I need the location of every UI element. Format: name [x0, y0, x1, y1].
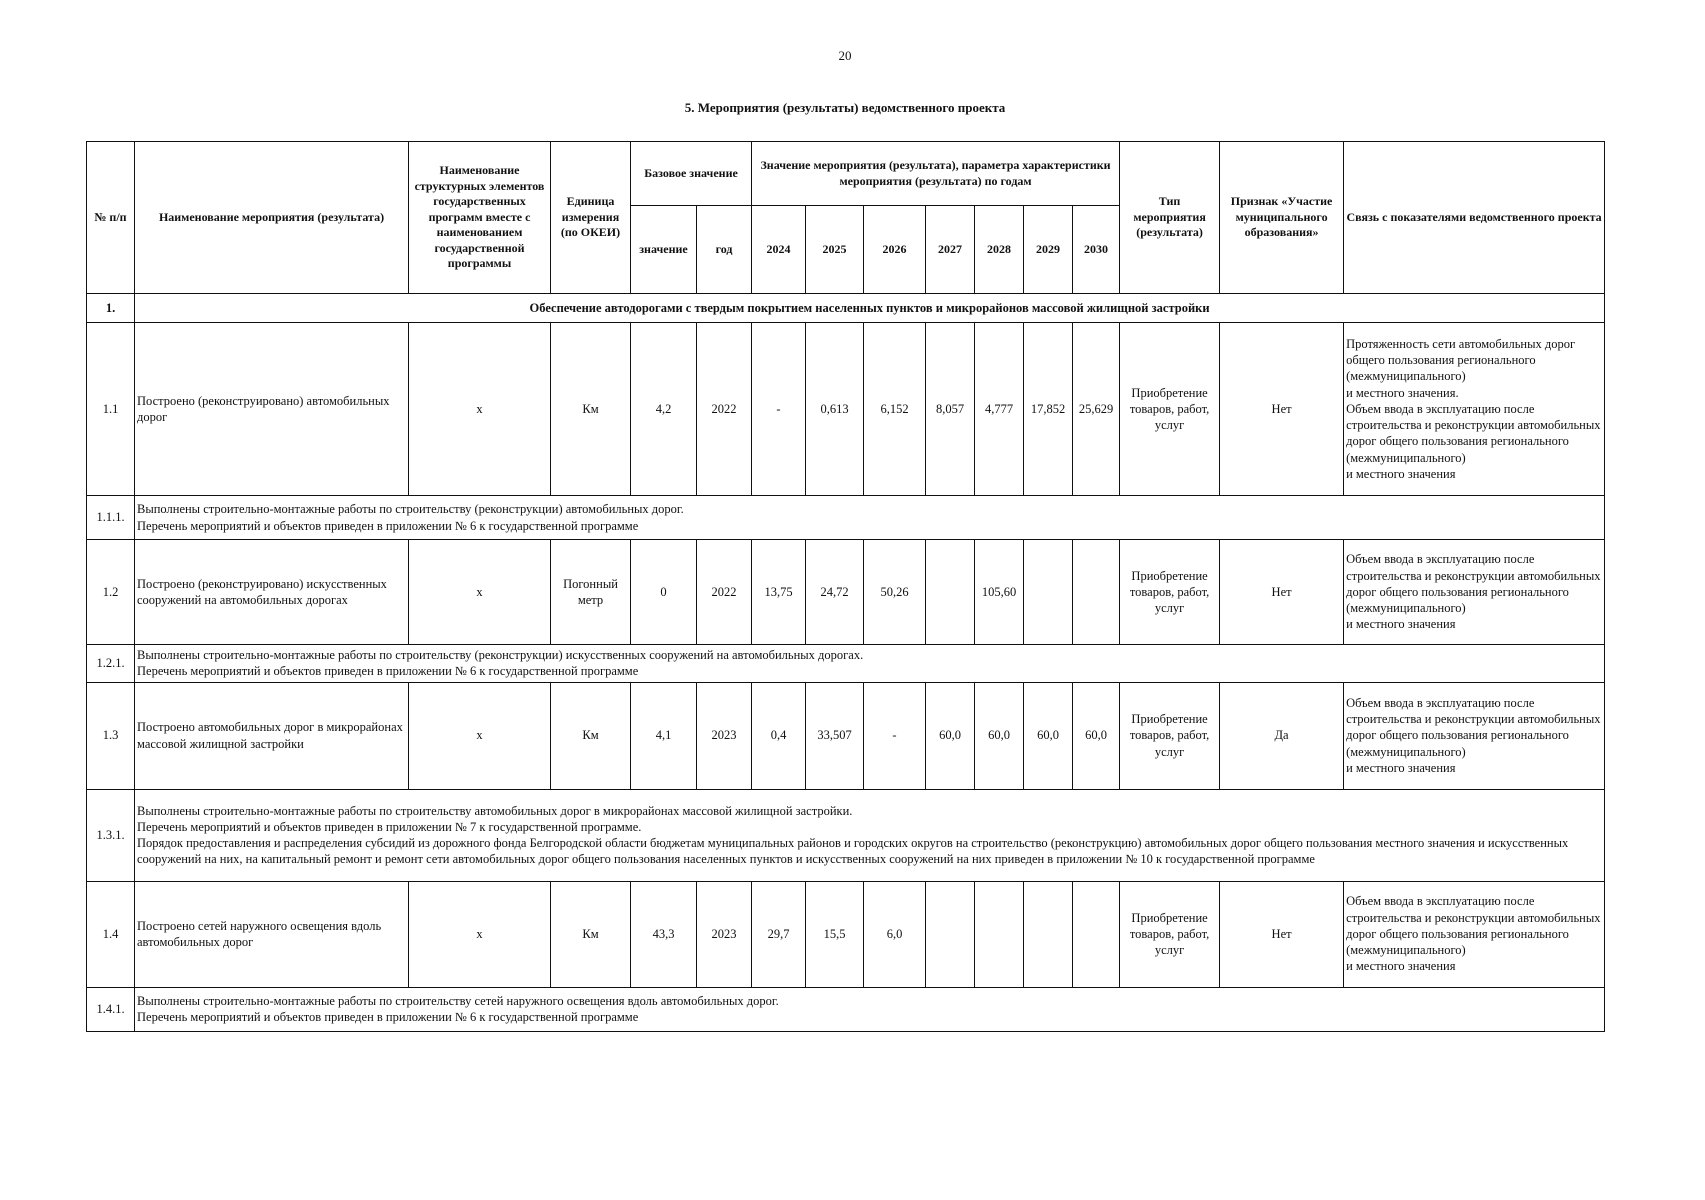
note-line: Перечень мероприятий и объектов приведен в приложении № 7 к государственной программе.: [137, 819, 642, 834]
row-value-2030: [1073, 881, 1120, 987]
row-value-2027: [926, 881, 975, 987]
row-value-2030: [1073, 540, 1120, 645]
row-link: [1344, 323, 1605, 496]
row-value-2024: 29,7: [752, 881, 806, 987]
row-municipal: Нет: [1220, 881, 1344, 987]
header-unit: Единица измерения (по ОКЕИ): [551, 142, 631, 294]
header-base-year: год: [697, 206, 752, 294]
row-num: 1.3: [87, 682, 135, 789]
note-line: Перечень мероприятий и объектов приведен в приложении № 6 к государственной программе: [137, 518, 639, 533]
header-year: 2027: [926, 206, 975, 294]
row-value-2028: [975, 881, 1024, 987]
note-row: [87, 987, 1605, 1031]
note-line: Выполнены строительно-монтажные работы по строительству сетей наружного освещения вдоль автомобильных дорог.: [137, 993, 779, 1008]
header-values-by-year: Значение мероприятия (результата), параметра характеристики мероприятия (результата) по годам: [752, 142, 1120, 206]
link-line: и местного значения: [1346, 959, 1456, 974]
header-num: № п/п: [87, 142, 135, 294]
row-value-2025: 33,507: [806, 682, 864, 789]
link-line: Объем ввода в эксплуатацию после строительства и реконструкции автомобильных дорог общего пользования регионального (межмуниципального): [1346, 695, 1601, 759]
row-base-value: 0: [631, 540, 697, 645]
row-value-2027: 60,0: [926, 682, 975, 789]
row-value-2027: 8,057: [926, 323, 975, 496]
row-unit: Км: [551, 682, 631, 789]
document-title: 5. Мероприятия (результаты) ведомственного проекта: [684, 100, 1006, 115]
row-value-2026: -: [864, 682, 926, 789]
row-base-year: 2022: [697, 323, 752, 496]
header-year: 2026: [864, 206, 926, 294]
table-row: [87, 323, 1605, 496]
row-value-2025: 24,72: [806, 540, 864, 645]
header-year: 2024: [752, 206, 806, 294]
row-value-2029: 60,0: [1024, 682, 1073, 789]
header-base: Базовое значение: [631, 142, 752, 206]
row-structural: х: [409, 540, 551, 645]
table-row: [87, 540, 1605, 645]
table-row: [87, 682, 1605, 789]
row-type: Приобретение товаров, работ, услуг: [1120, 881, 1220, 987]
row-structural: х: [409, 323, 551, 496]
link-line: Объем ввода в эксплуатацию после строительства и реконструкции автомобильных дорог общего пользования регионального (межмуниципального): [1346, 401, 1601, 465]
note-row: [87, 496, 1605, 540]
row-link: [1344, 881, 1605, 987]
row-link: [1344, 682, 1605, 789]
row-num: 1.4: [87, 881, 135, 987]
row-num: 1.2: [87, 540, 135, 645]
row-value-2028: 60,0: [975, 682, 1024, 789]
row-type: Приобретение товаров, работ, услуг: [1120, 323, 1220, 496]
header-municipal: Признак «Участие муниципального образования»: [1220, 142, 1344, 294]
row-value-2025: 15,5: [806, 881, 864, 987]
row-base-year: 2022: [697, 540, 752, 645]
note-num: 1.4.1.: [87, 987, 135, 1031]
row-type: Приобретение товаров, работ, услуг: [1120, 540, 1220, 645]
link-line: Объем ввода в эксплуатацию после строительства и реконструкции автомобильных дорог общего пользования регионального (межмуниципального): [1346, 894, 1601, 958]
row-value-2030: 60,0: [1073, 682, 1120, 789]
row-municipal: Да: [1220, 682, 1344, 789]
note-line: Перечень мероприятий и объектов приведен в приложении № 6 к государственной программе: [137, 664, 639, 679]
row-municipal: Нет: [1220, 323, 1344, 496]
note-text: [135, 789, 1605, 881]
row-value-2025: 0,613: [806, 323, 864, 496]
header-structural: Наименование структурных элементов государственных программ вместе с наименованием государственной программы: [409, 142, 551, 294]
row-structural: х: [409, 682, 551, 789]
results-table: [86, 141, 1605, 1032]
section-title: Обеспечение автодорогами с твердым покрытием населенных пунктов и микрорайонов массовой жилищной застройки: [135, 294, 1605, 323]
link-line: и местного значения: [1346, 760, 1456, 775]
header-year: 2028: [975, 206, 1024, 294]
note-line: Выполнены строительно-монтажные работы по строительству (реконструкции) искусственных сооружений на автомобильных дорогах.: [137, 648, 864, 662]
table-row: [87, 881, 1605, 987]
page-number: 20: [838, 48, 852, 63]
note-text: [135, 496, 1605, 540]
row-unit: Км: [551, 323, 631, 496]
header-name: Наименование мероприятия (результата): [135, 142, 409, 294]
row-structural: х: [409, 881, 551, 987]
row-unit: Км: [551, 881, 631, 987]
note-num: 1.1.1.: [87, 496, 135, 540]
row-municipal: Нет: [1220, 540, 1344, 645]
section-num: 1.: [87, 294, 135, 323]
note-row: [87, 789, 1605, 881]
link-line: и местного значения: [1346, 466, 1456, 481]
note-row: [87, 645, 1605, 683]
note-text: [135, 987, 1605, 1031]
link-line: Объем ввода в эксплуатацию после строительства и реконструкции автомобильных дорог общего пользования регионального (межмуниципального): [1346, 552, 1601, 616]
header-year: 2029: [1024, 206, 1073, 294]
note-line: Выполнены строительно-монтажные работы по строительству (реконструкции) автомобильных дорог.: [137, 502, 684, 517]
row-base-year: 2023: [697, 881, 752, 987]
row-name: Построено (реконструировано) автомобильных дорог: [135, 323, 409, 496]
row-name: Построено (реконструировано) искусственных сооружений на автомобильных дорогах: [135, 540, 409, 645]
row-name: Построено автомобильных дорог в микрорайонах массовой жилищной застройки: [135, 682, 409, 789]
row-value-2029: [1024, 540, 1073, 645]
row-unit: Погонный метр: [551, 540, 631, 645]
row-value-2024: -: [752, 323, 806, 496]
note-num: 1.2.1.: [87, 645, 135, 683]
row-value-2029: [1024, 881, 1073, 987]
link-line: и местного значения: [1346, 617, 1456, 632]
row-value-2026: 6,0: [864, 881, 926, 987]
row-num: 1.1: [87, 323, 135, 496]
row-value-2029: 17,852: [1024, 323, 1073, 496]
header-link: Связь с показателями ведомственного проекта: [1344, 142, 1605, 294]
note-text: [135, 645, 1605, 683]
row-value-2030: 25,629: [1073, 323, 1120, 496]
row-type: Приобретение товаров, работ, услуг: [1120, 682, 1220, 789]
row-value-2024: 13,75: [752, 540, 806, 645]
header-base-value: значение: [631, 206, 697, 294]
row-value-2024: 0,4: [752, 682, 806, 789]
note-line: Перечень мероприятий и объектов приведен в приложении № 6 к государственной программе: [137, 1010, 639, 1024]
row-value-2026: 6,152: [864, 323, 926, 496]
link-line: и местного значения.: [1346, 385, 1459, 400]
header-type: Тип мероприятия (результата): [1120, 142, 1220, 294]
note-num: 1.3.1.: [87, 789, 135, 881]
note-line: Выполнены строительно-монтажные работы по строительству автомобильных дорог в микрорайонах массовой жилищной застройки.: [137, 803, 853, 818]
row-base-value: 4,2: [631, 323, 697, 496]
row-value-2028: 105,60: [975, 540, 1024, 645]
header-year: 2030: [1073, 206, 1120, 294]
row-value-2027: [926, 540, 975, 645]
row-value-2028: 4,777: [975, 323, 1024, 496]
header-year: 2025: [806, 206, 864, 294]
row-name: Построено сетей наружного освещения вдоль автомобильных дорог: [135, 881, 409, 987]
note-line: Порядок предоставления и распределения субсидий из дорожного фонда Белгородской области бюджетам муниципальных районов и городских округов на строительство (реконструкцию) автомобильных дорог общего пользования местного значения и искусственных сооружений на них, на капитальный ремонт и ремонт сети автомобильных дорог общего пользования населенных пунктов и искусственных сооружений на них приведен в приложении № 10 к государственной программе: [137, 836, 1569, 867]
row-value-2026: 50,26: [864, 540, 926, 645]
row-base-value: 4,1: [631, 682, 697, 789]
row-base-year: 2023: [697, 682, 752, 789]
row-link: [1344, 540, 1605, 645]
header-row-top: [87, 142, 1605, 206]
section-row: [87, 294, 1605, 323]
row-base-value: 43,3: [631, 881, 697, 987]
link-line: Протяженность сети автомобильных дорог общего пользования регионального (межмуниципального): [1346, 336, 1576, 384]
